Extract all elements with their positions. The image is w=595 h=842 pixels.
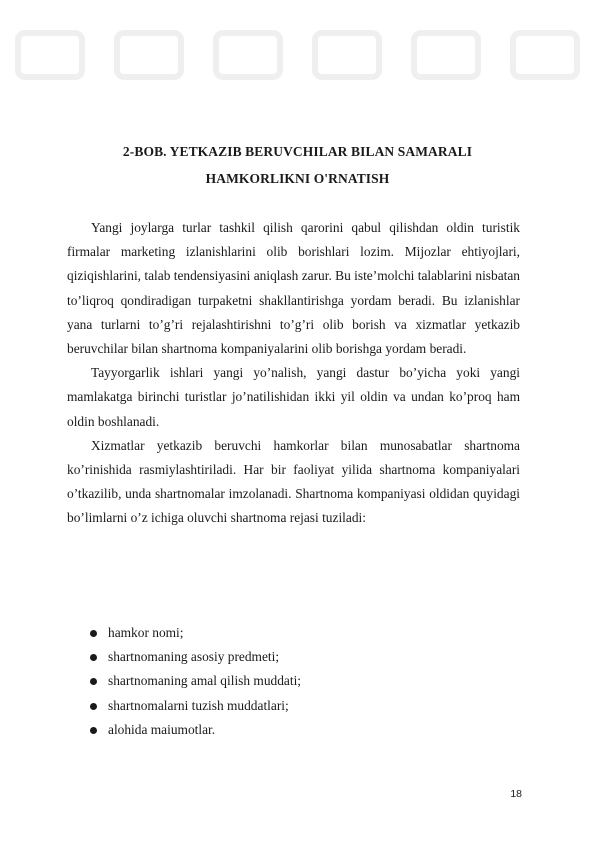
watermark-logo <box>15 30 85 80</box>
list-item-text: shartnomalarni tuzish muddatlari; <box>108 697 289 713</box>
bullet-icon <box>90 654 97 661</box>
bullet-icon <box>90 703 97 710</box>
watermark-logo <box>510 30 580 80</box>
bullet-icon <box>90 727 97 734</box>
paragraph: Yangi joylarga turlar tashkil qilish qarorini qabul qilishdan oldin turistik firmalar marketing izlanishlarini olib borishlari lozim. Mijozlar ehtiyojlari, qiziqishlarini, talab tendensiyasini aniqlash zarur. Bu iste’molchi talablarini nisbatan to’liqroq qondiradigan turpaketni shakllantirishga yordam beradi. Bu izlanishlar yana turlarni to’g’ri rejalashtirishni to’g’ri olib borish va xizmatlar yetkazib beruvchilar bilan shartnoma kompaniyalarini olib borishga yordam beradi. <box>67 220 520 357</box>
bullet-icon <box>90 678 97 685</box>
list-item <box>90 694 510 718</box>
chapter-title-line1: 2-BOB. YETKAZIB BERUVCHILAR BILAN SAMARALI <box>122 144 473 159</box>
list-item <box>90 621 510 645</box>
watermark-logo <box>213 30 283 80</box>
bullet-list <box>90 621 510 742</box>
list-item <box>90 669 510 693</box>
list-item-text: hamkor nomi; <box>108 625 184 640</box>
list-item-text: shartnomaning amal qilish muddati; <box>108 673 302 689</box>
body-text <box>67 216 520 531</box>
list-item-text: alohida maiumotlar. <box>108 721 216 737</box>
paragraph: Tayyorgarlik ishlari yangi yo’nalish, yangi dastur bo’yicha yoki yangi mamlakatga birinchi turistlar jo’natilishidan ikki yil oldin va undan ko’proq ham oldin boshlanadi. <box>67 365 520 429</box>
chapter-title <box>60 138 535 192</box>
watermark-row-top <box>0 30 595 80</box>
bullet-icon <box>90 630 97 637</box>
chapter-title-line2: HAMKORLIKNI O'RNATISH <box>205 171 390 186</box>
watermark-logo <box>411 30 481 80</box>
page-number: 18 <box>510 788 522 800</box>
list-item-text: shartnomaning asosiy predmeti; <box>108 649 280 665</box>
list-item <box>90 645 510 669</box>
list-item <box>90 718 510 742</box>
paragraph: Xizmatlar yetkazib beruvchi hamkorlar bilan munosabatlar shartnoma ko’rinishida rasmiylashtiriladi. Har bir faoliyat yilida shartnoma kompaniyalari o’tkazilib, unda shartnomalar imzolanadi. Shartnoma kompaniyasi oldidan quyidagi bo’limlarni o’z ichiga oluvchi shartnoma rejasi tuziladi: <box>67 437 520 526</box>
watermark-logo <box>114 30 184 80</box>
watermark-logo <box>312 30 382 80</box>
